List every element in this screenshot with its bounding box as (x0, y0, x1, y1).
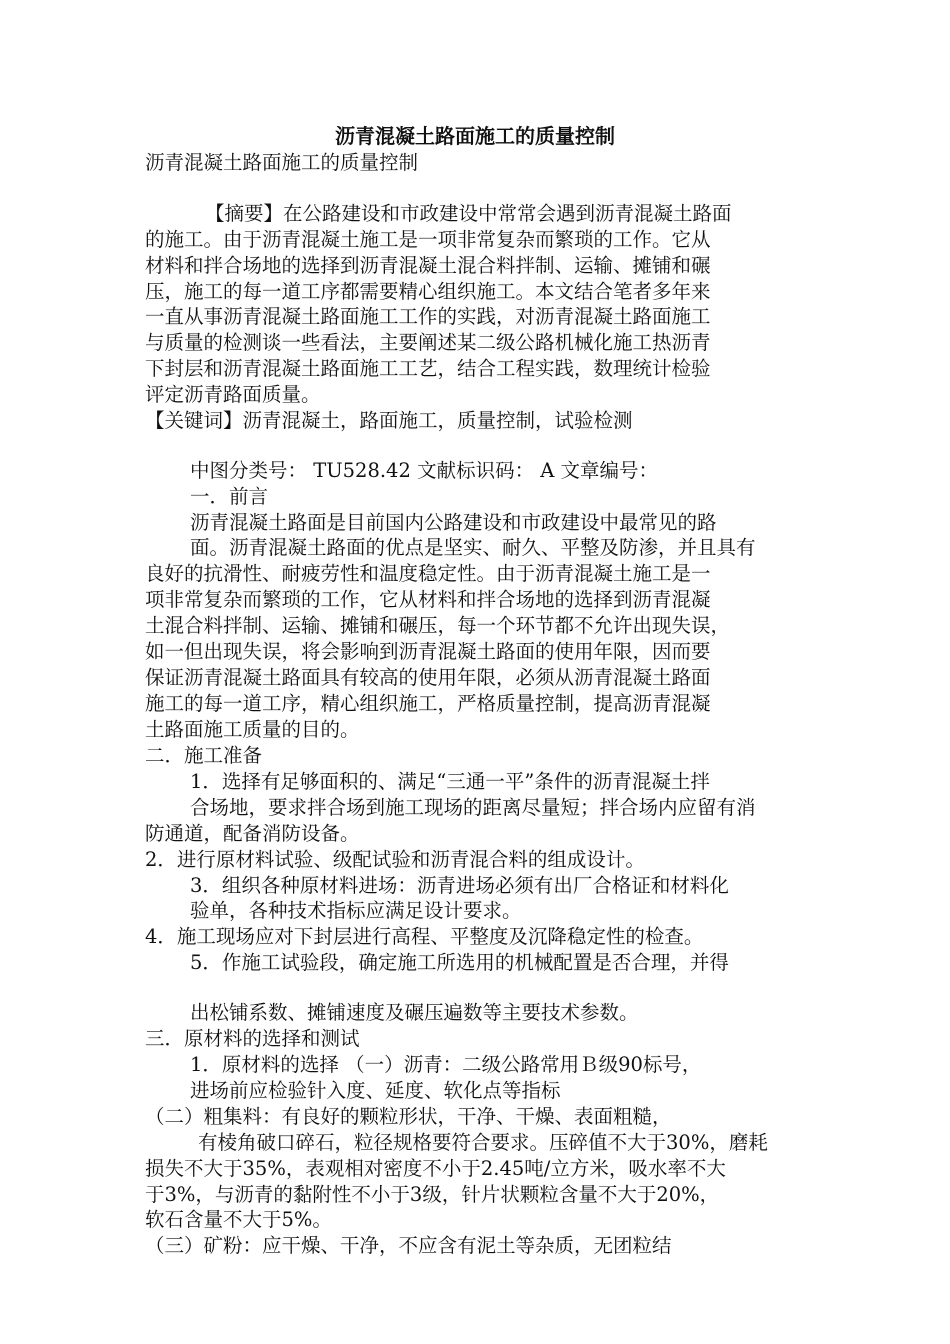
text-line: 施工的每一道工序，精心组织施工，严格质量控制，提高沥青混凝 (145, 692, 711, 715)
text-line: 与质量的检测谈一些看法，主要阐述某二级公路机械化施工热沥青 (145, 331, 711, 354)
text-line: 下封层和沥青混凝土路面施工工艺，结合工程实践，数理统计检验 (145, 357, 711, 380)
text-line: 沥青混凝土路面施工的质量控制 (145, 151, 419, 174)
text-line: 项非常复杂而繁琐的工作，它从材料和拌合场地的选择到沥青混凝 (145, 588, 711, 611)
text-line: 验单，各种技术指标应满足设计要求。 (190, 899, 522, 922)
text-line: 1．选择有足够面积的、满足“三通一平”条件的沥青混凝土拌 (190, 770, 710, 793)
text-line: 压，施工的每一道工序都需要精心组织施工。本文结合笔者多年来 (145, 280, 711, 303)
text-line: （二）粗集料：有良好的颗粒形状，干净、干燥、表面粗糙， (145, 1105, 672, 1128)
text-line: 软石含量不大于5%。 (145, 1208, 332, 1231)
text-line: 3．组织各种原材料进场：沥青进场必须有出厂合格证和材料化 (190, 874, 729, 897)
text-line: 4．施工现场应对下封层进行高程、平整度及沉降稳定性的检查。 (145, 925, 704, 948)
text-line: 于3%，与沥青的黏附性不小于3级，针片状颗粒含量不大于20%， (145, 1183, 720, 1206)
text-line: 二．施工准备 (145, 744, 263, 767)
text-line: 三．原材料的选择和测试 (145, 1027, 360, 1050)
text-line: 一直从事沥青混凝土路面施工工作的实践，对沥青混凝土路面施工 (145, 305, 711, 328)
text-line: 评定沥青路面质量。 (145, 383, 321, 406)
text-line: 2．进行原材料试验、级配试验和沥青混合料的组成设计。 (145, 848, 645, 871)
text-line: 1．原材料的选择 （一）沥青：二级公路常用Ｂ级90标号， (190, 1053, 702, 1076)
text-line: 一．前言 (190, 485, 269, 508)
text-line: 出松铺系数、摊铺速度及碾压遍数等主要技术参数。 (190, 1001, 639, 1024)
text-line: 中图分类号： TU528.42 文献标识码： A 文章编号： (190, 459, 659, 482)
text-line: 进场前应检验针入度、延度、软化点等指标 (190, 1079, 561, 1102)
text-line: 良好的抗滑性、耐疲劳性和温度稳定性。由于沥青混凝土施工是一 (145, 562, 711, 585)
text-line: 【摘要】在公路建设和市政建设中常常会遇到沥青混凝土路面 (205, 202, 732, 225)
text-line: 土混合料拌制、运输、摊铺和碾压，每一个环节都不允许出现失误， (145, 614, 731, 637)
text-line: 如一但出现失误，将会影响到沥青混凝土路面的使用年限，因而要 (145, 640, 711, 663)
text-line: 沥青混凝土路面是目前国内公路建设和市政建设中最常见的路 (190, 511, 717, 534)
text-line: 防通道，配备消防设备。 (145, 822, 360, 845)
text-line: 5．作施工试验段，确定施工所选用的机械配置是否合理，并得 (190, 951, 729, 974)
text-line: 的施工。由于沥青混凝土施工是一项非常复杂而繁琐的工作。它从 (145, 228, 711, 251)
text-line: 【关键词】沥青混凝土，路面施工，质量控制，试验检测 (145, 409, 633, 432)
text-line: 土路面施工质量的目的。 (145, 718, 360, 741)
text-line: 面。沥青混凝土路面的优点是坚实、耐久、平整及防渗，并且具有 (190, 536, 756, 559)
text-line: 损失不大于35%，表观相对密度不小于2.45吨/立方米，吸水率不大 (145, 1157, 726, 1180)
text-line: 保证沥青混凝土路面具有较高的使用年限，必须从沥青混凝土路面 (145, 666, 711, 689)
text-line: 合场地，要求拌合场到施工现场的距离尽量短；拌合场内应留有消 (190, 796, 756, 819)
document-title: 沥青混凝土路面施工的质量控制 (335, 124, 615, 148)
text-line: （三）矿粉：应干燥、干净，不应含有泥土等杂质，无团粒结 (145, 1234, 672, 1257)
text-line: 材料和拌合场地的选择到沥青混凝土混合料拌制、运输、摊铺和碾 (145, 254, 711, 277)
text-line: 有棱角破口碎石，粒径规格要符合要求。压碎值不大于30%，磨耗 (198, 1131, 768, 1154)
